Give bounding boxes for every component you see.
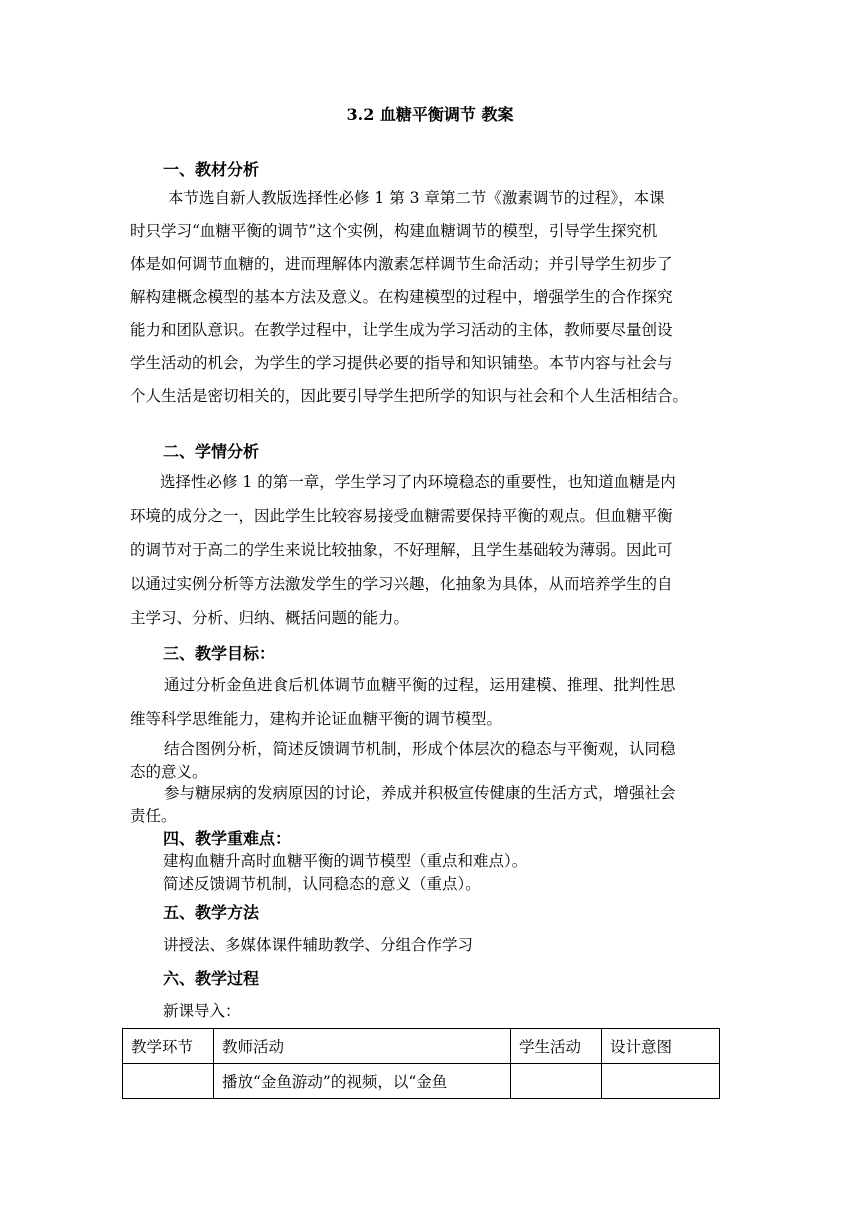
paragraph-line: 的调节对于高二的学生来说比较抽象，不好理解，且学生基础较为薄弱。因此可 <box>130 541 673 559</box>
table-header-cell: 设计意图 <box>602 1029 720 1064</box>
paragraph-line: 解构建概念模型的基本方法及意义。在构建模型的过程中，增强学生的合作探究 <box>130 288 673 306</box>
table-cell <box>123 1064 214 1099</box>
table-header-row <box>123 1029 720 1064</box>
table-cell <box>511 1064 602 1099</box>
paragraph-line: 态的意义。 <box>130 763 208 781</box>
table-header-cell: 学生活动 <box>511 1029 602 1064</box>
table-cell: 播放“金鱼游动”的视频，以“金鱼 <box>214 1064 511 1099</box>
paragraph-line: 参与糖尿病的发病原因的讨论，养成并积极宣传健康的生活方式，增强社会 <box>164 784 676 802</box>
paragraph-line: 环境的成分之一，因此学生比较容易接受血糖需要保持平衡的观点。但血糖平衡 <box>130 507 673 525</box>
table-cell <box>602 1064 720 1099</box>
paragraph-line: 主学习、分析、归纳、概括问题的能力。 <box>130 609 410 627</box>
intro-label: 新课导入： <box>163 1002 241 1020</box>
paragraph-line: 学生活动的机会，为学生的学习提供必要的指导和知识铺垫。本节内容与社会与 <box>130 354 673 372</box>
section-heading-learner-analysis: 二、学情分析 <box>163 442 260 461</box>
paragraph-line: 时只学习“血糖平衡的调节”这个实例，构建血糖调节的模型，引导学生探究机 <box>130 222 658 240</box>
table-row <box>123 1064 720 1099</box>
table-header-cell: 教师活动 <box>214 1029 511 1064</box>
section-heading-textbook-analysis: 一、教材分析 <box>163 160 260 179</box>
paragraph-line: 建构血糖升高时血糖平衡的调节模型（重点和难点）。 <box>163 852 528 870</box>
paragraph-line: 选择性必修 1 的第一章，学生学习了内环境稳态的重要性，也知道血糖是内 <box>160 473 676 491</box>
paragraph-line: 维等科学思维能力，建构并论证血糖平衡的调节模型。 <box>130 710 503 728</box>
section-heading-teaching-methods: 五、教学方法 <box>163 903 260 922</box>
paragraph-line: 能力和团队意识。在教学过程中，让学生成为学习活动的主体，教师要尽量创设 <box>130 321 673 339</box>
paragraph-line: 个人生活是密切相关的，因此要引导学生把所学的知识与社会和个人生活相结合。 <box>130 387 689 405</box>
teaching-process-table <box>122 1028 720 1099</box>
paragraph-line: 结合图例分析，简述反馈调节机制，形成个体层次的稳态与平衡观，认同稳 <box>164 740 676 758</box>
paragraph-line: 通过分析金鱼进食后机体调节血糖平衡的过程，运用建模、推理、批判性思 <box>164 676 676 694</box>
document-title: 3.2 血糖平衡调节 教案 <box>346 105 514 124</box>
section-heading-teaching-goals: 三、教学目标： <box>163 644 276 663</box>
section-heading-teaching-process: 六、教学过程 <box>163 969 260 988</box>
paragraph-line: 讲授法、多媒体课件辅助教学、分组合作学习 <box>163 936 474 954</box>
section-heading-key-points: 四、教学重难点： <box>163 829 292 848</box>
paragraph-line: 体是如何调节血糖的，进而理解体内激素怎样调节生命活动；并引导学生初步了 <box>130 255 673 273</box>
paragraph-line: 本节选自新人教版选择性必修 1 第 3 章第二节《激素调节的过程》，本课 <box>168 189 665 207</box>
table-header-cell: 教学环节 <box>123 1029 214 1064</box>
paragraph-line: 以通过实例分析等方法激发学生的学习兴趣，化抽象为具体，从而培养学生的自 <box>130 575 673 593</box>
paragraph-line: 简述反馈调节机制，认同稳态的意义（重点）。 <box>163 875 481 893</box>
paragraph-line: 责任。 <box>130 807 177 825</box>
